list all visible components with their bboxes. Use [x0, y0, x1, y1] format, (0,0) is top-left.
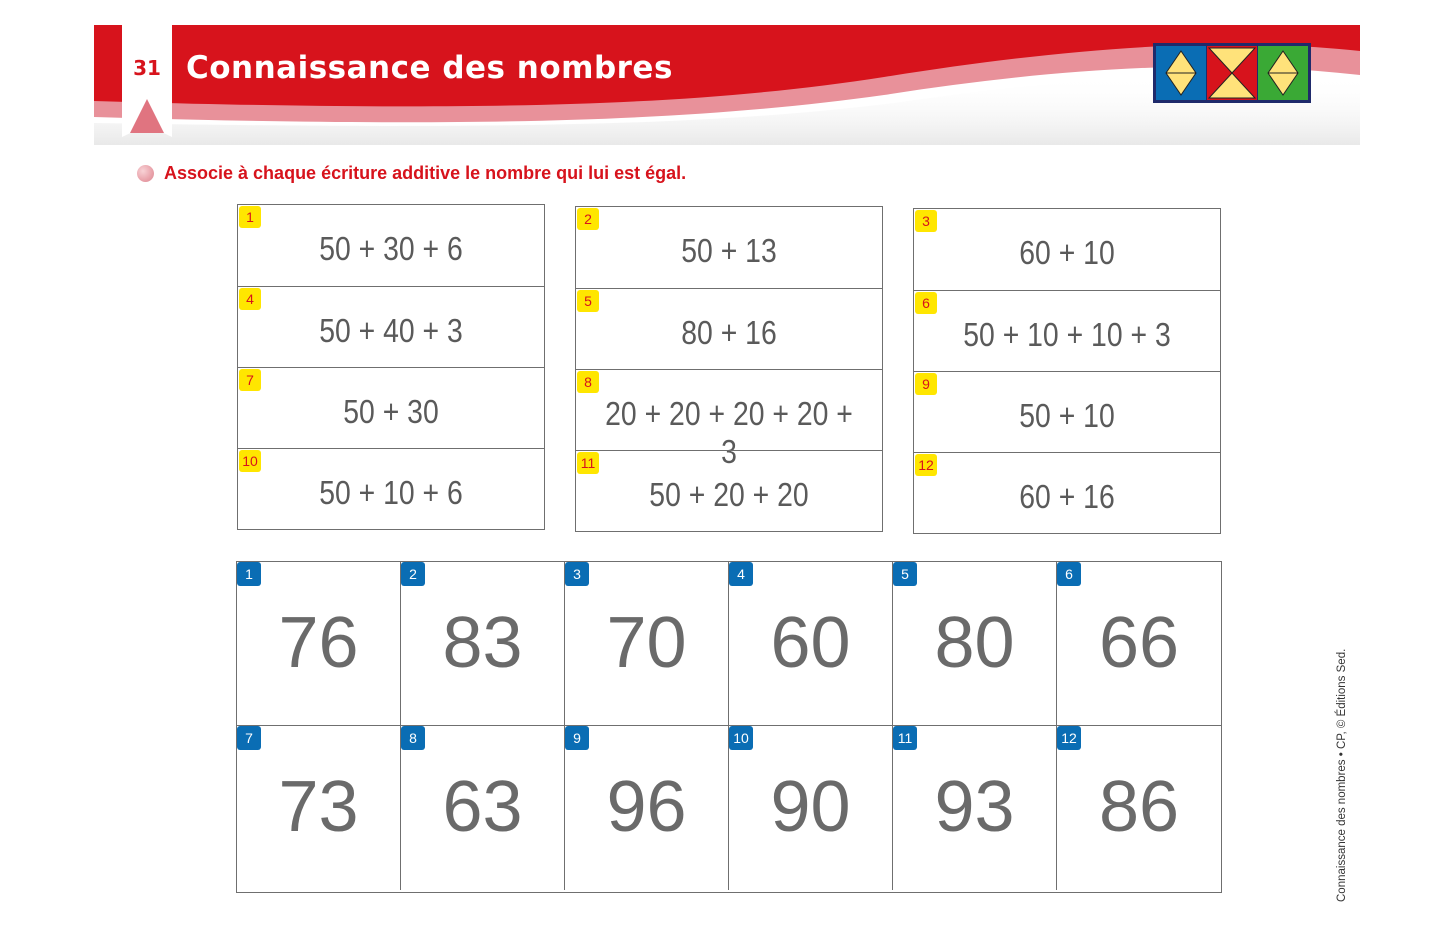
card-number-badge: 4 — [239, 288, 261, 310]
expression-card[interactable] — [576, 288, 882, 369]
card-number-badge: 8 — [577, 371, 599, 393]
instruction-text: Associe à chaque écriture additive le nombre qui lui est égal. — [164, 163, 687, 183]
number-value: 93 — [934, 767, 1015, 847]
number-value: 86 — [1098, 767, 1180, 847]
expression-card[interactable] — [238, 286, 544, 367]
number-value: 90 — [770, 767, 851, 847]
number-card[interactable] — [237, 562, 401, 726]
expression-text: 50 + 10 + 10 + 3 — [963, 316, 1171, 353]
card-number-badge: 6 — [1057, 562, 1081, 586]
expression-text: 20 + 20 + 20 + 20 + 3 — [605, 395, 853, 470]
number-value: 96 — [606, 767, 687, 847]
expression-column-3 — [913, 208, 1221, 534]
page-title: Connaissance des nombres — [186, 50, 673, 86]
card-number-badge: 9 — [565, 726, 589, 750]
expression-card[interactable] — [914, 290, 1220, 371]
number-value: 66 — [1098, 603, 1180, 683]
card-number-badge: 12 — [915, 454, 937, 476]
number-value: 60 — [770, 603, 851, 683]
expression-text: 60 + 10 — [1019, 234, 1115, 271]
card-number-badge: 2 — [577, 208, 599, 230]
number-value: 63 — [442, 767, 523, 847]
card-number-badge: 10 — [729, 726, 753, 750]
number-value: 76 — [278, 603, 359, 683]
page-number-tab — [122, 25, 172, 137]
card-number-badge: 8 — [401, 726, 425, 750]
expression-text: 50 + 40 + 3 — [319, 312, 463, 349]
number-card[interactable] — [565, 726, 729, 890]
number-cards-grid — [236, 561, 1222, 893]
number-value: 73 — [278, 767, 359, 847]
expression-text: 50 + 20 + 20 — [649, 476, 809, 513]
bullet-icon — [137, 165, 154, 182]
card-number-badge: 11 — [577, 452, 599, 474]
card-number-badge: 5 — [893, 562, 917, 586]
card-number-badge: 5 — [577, 290, 599, 312]
card-number-badge: 9 — [915, 373, 937, 395]
expression-text: 50 + 30 — [343, 393, 439, 430]
card-number-badge: 1 — [239, 206, 261, 228]
number-value: 80 — [934, 603, 1015, 683]
expression-card[interactable] — [914, 209, 1220, 290]
series-logo-icon — [1153, 43, 1311, 103]
expression-card[interactable] — [238, 367, 544, 448]
number-card[interactable] — [1057, 562, 1221, 726]
expression-card[interactable] — [914, 452, 1220, 533]
page-number: 31 — [133, 56, 161, 80]
expression-text: 60 + 16 — [1019, 478, 1115, 515]
expression-text: 50 + 10 — [1019, 397, 1115, 434]
number-card[interactable] — [401, 726, 565, 890]
expression-text: 80 + 16 — [681, 314, 777, 351]
card-number-badge: 3 — [565, 562, 589, 586]
number-card[interactable] — [893, 726, 1057, 890]
expression-card[interactable] — [576, 207, 882, 288]
expression-column-1 — [237, 204, 545, 530]
card-number-badge: 10 — [239, 450, 261, 472]
number-card[interactable] — [729, 562, 893, 726]
expression-text: 50 + 13 — [681, 232, 777, 269]
expression-card[interactable] — [238, 448, 544, 529]
expression-column-2 — [575, 206, 883, 532]
expression-text: 50 + 30 + 6 — [319, 230, 463, 267]
card-number-badge: 2 — [401, 562, 425, 586]
card-number-badge: 11 — [893, 726, 917, 750]
card-number-badge: 1 — [237, 562, 261, 586]
number-card[interactable] — [729, 726, 893, 890]
card-number-badge: 3 — [915, 210, 937, 232]
expression-card[interactable] — [576, 450, 882, 531]
card-number-badge: 7 — [239, 369, 261, 391]
number-value: 83 — [442, 603, 523, 683]
expression-card[interactable] — [914, 371, 1220, 452]
number-card[interactable] — [401, 562, 565, 726]
number-card[interactable] — [565, 562, 729, 726]
number-card[interactable] — [1057, 726, 1221, 890]
number-card[interactable] — [893, 562, 1057, 726]
number-card[interactable] — [237, 726, 401, 890]
card-number-badge: 6 — [915, 292, 937, 314]
number-value: 70 — [606, 603, 687, 683]
card-number-badge: 4 — [729, 562, 753, 586]
card-number-badge: 12 — [1057, 726, 1081, 750]
expression-card[interactable] — [238, 205, 544, 286]
card-number-badge: 7 — [237, 726, 261, 750]
copyright-credit: Connaissance des nombres • CP, © Éditions Sed. — [1336, 648, 1348, 902]
expression-text: 50 + 10 + 6 — [319, 474, 463, 511]
